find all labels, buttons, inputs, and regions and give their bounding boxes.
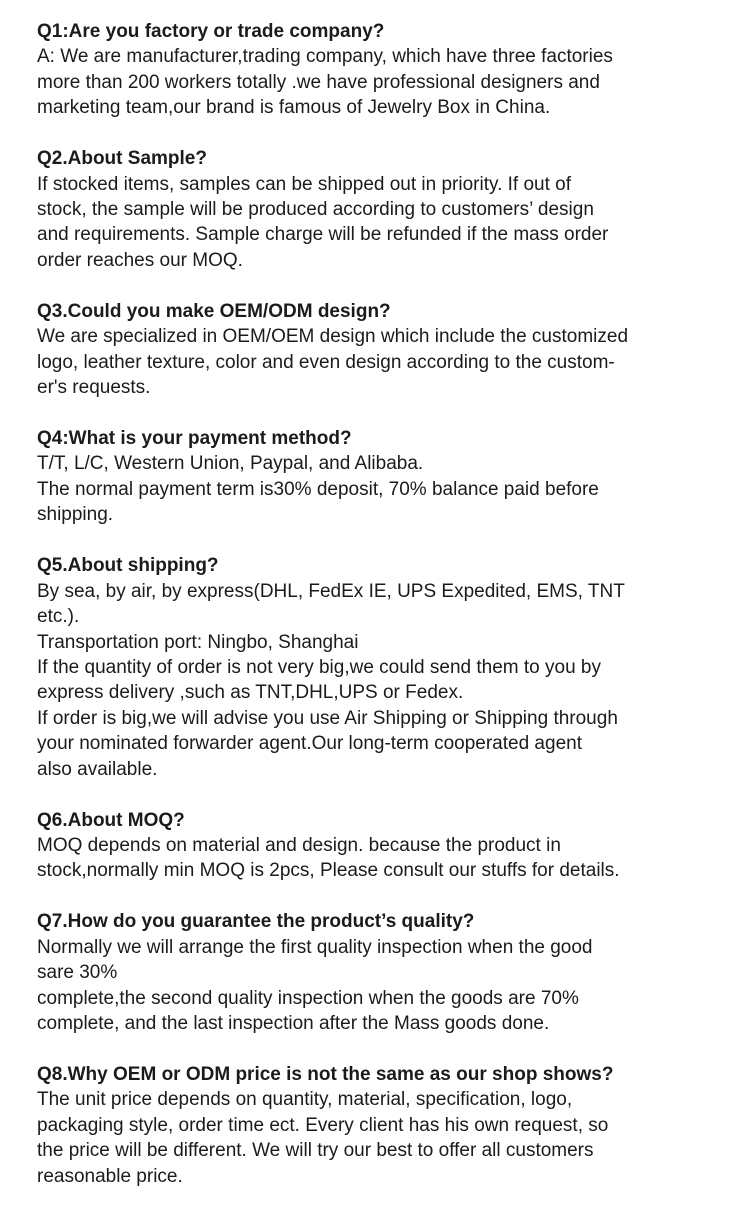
faq-question: Q6.About MOQ? bbox=[37, 809, 185, 831]
faq-item-q7 bbox=[37, 909, 727, 1036]
faq-item-q5 bbox=[37, 553, 727, 782]
faq-answer-line: The unit price depends on quantity, material, specification, logo, bbox=[37, 1089, 573, 1111]
faq-answer-line: more than 200 workers totally .we have professional designers and bbox=[37, 71, 600, 93]
faq-answer-line: Transportation port: Ningbo, Shanghai bbox=[37, 631, 359, 653]
faq-item-q6 bbox=[37, 808, 727, 884]
faq-answer-line: If the quantity of order is not very big,we could send them to you by bbox=[37, 656, 601, 678]
faq-answer-line: stock,normally min MOQ is 2pcs, Please consult our stuffs for details. bbox=[37, 860, 620, 882]
faq-item-q3 bbox=[37, 299, 727, 401]
faq-answer-line: T/T, L/C, Western Union, Paypal, and Alibaba. bbox=[37, 453, 424, 475]
faq-question: Q8.Why OEM or ODM price is not the same as our shop shows? bbox=[37, 1063, 614, 1085]
faq-item-q1 bbox=[37, 19, 727, 121]
faq-answer-line: the price will be different. We will try our best to offer all customers bbox=[37, 1140, 594, 1162]
faq-answer-line: logo, leather texture, color and even design according to the custom- bbox=[37, 351, 615, 373]
faq-item-q8 bbox=[37, 1062, 727, 1189]
faq-answer-line: express delivery ,such as TNT,DHL,UPS or Fedex. bbox=[37, 682, 464, 704]
faq-answer-line: reasonable price. bbox=[37, 1165, 183, 1187]
faq-question: Q2.About Sample? bbox=[37, 148, 207, 170]
faq-answer-line: By sea, by air, by express(DHL, FedEx IE, UPS Expedited, EMS, TNT bbox=[37, 580, 625, 602]
faq-answer-line: and requirements. Sample charge will be refunded if the mass order bbox=[37, 224, 609, 246]
faq-item-q2 bbox=[37, 146, 727, 273]
faq-answer-line: complete,the second quality inspection when the goods are 70% bbox=[37, 987, 579, 1009]
faq-answer-line: complete, and the last inspection after the Mass goods done. bbox=[37, 1012, 550, 1034]
faq-question: Q1:Are you factory or trade company? bbox=[37, 21, 385, 42]
faq-answer-line: The normal payment term is30% deposit, 70% balance paid before bbox=[37, 478, 599, 500]
faq-answer-line: order reaches our MOQ. bbox=[37, 249, 243, 271]
faq-answer-line: packaging style, order time ect. Every client has his own request, so bbox=[37, 1114, 609, 1136]
faq-answer-line: er's requests. bbox=[37, 377, 151, 399]
faq-item-q4 bbox=[37, 426, 727, 528]
faq-answer-line: MOQ depends on material and design. because the product in bbox=[37, 834, 561, 856]
faq-list bbox=[37, 19, 727, 1215]
faq-answer-line: marketing team,our brand is famous of Jewelry Box in China. bbox=[37, 97, 551, 119]
faq-answer-line: If stocked items, samples can be shipped out in priority. If out of bbox=[37, 173, 572, 195]
faq-answer-line: stock, the sample will be produced according to customers’ design bbox=[37, 199, 594, 221]
faq-question: Q3.Could you make OEM/ODM design? bbox=[37, 300, 391, 322]
faq-answer-line: Normally we will arrange the first quality inspection when the good bbox=[37, 936, 593, 958]
faq-answer-line: sare 30% bbox=[37, 962, 118, 984]
faq-answer-line: A: We are manufacturer,trading company, which have three factories bbox=[37, 46, 613, 68]
faq-answer-line: If order is big,we will advise you use Air Shipping or Shipping through bbox=[37, 707, 618, 729]
faq-question: Q4:What is your payment method? bbox=[37, 428, 352, 450]
faq-question: Q5.About shipping? bbox=[37, 555, 219, 577]
faq-question: Q7.How do you guarantee the product’s quality? bbox=[37, 911, 475, 933]
faq-answer-line: etc.). bbox=[37, 606, 80, 628]
faq-answer-line: your nominated forwarder agent.Our long-term cooperated agent bbox=[37, 733, 582, 755]
faq-answer-line: also available. bbox=[37, 758, 158, 780]
faq-answer-line: shipping. bbox=[37, 504, 114, 526]
faq-answer-line: We are specialized in OEM/OEM design which include the customized bbox=[37, 326, 629, 348]
